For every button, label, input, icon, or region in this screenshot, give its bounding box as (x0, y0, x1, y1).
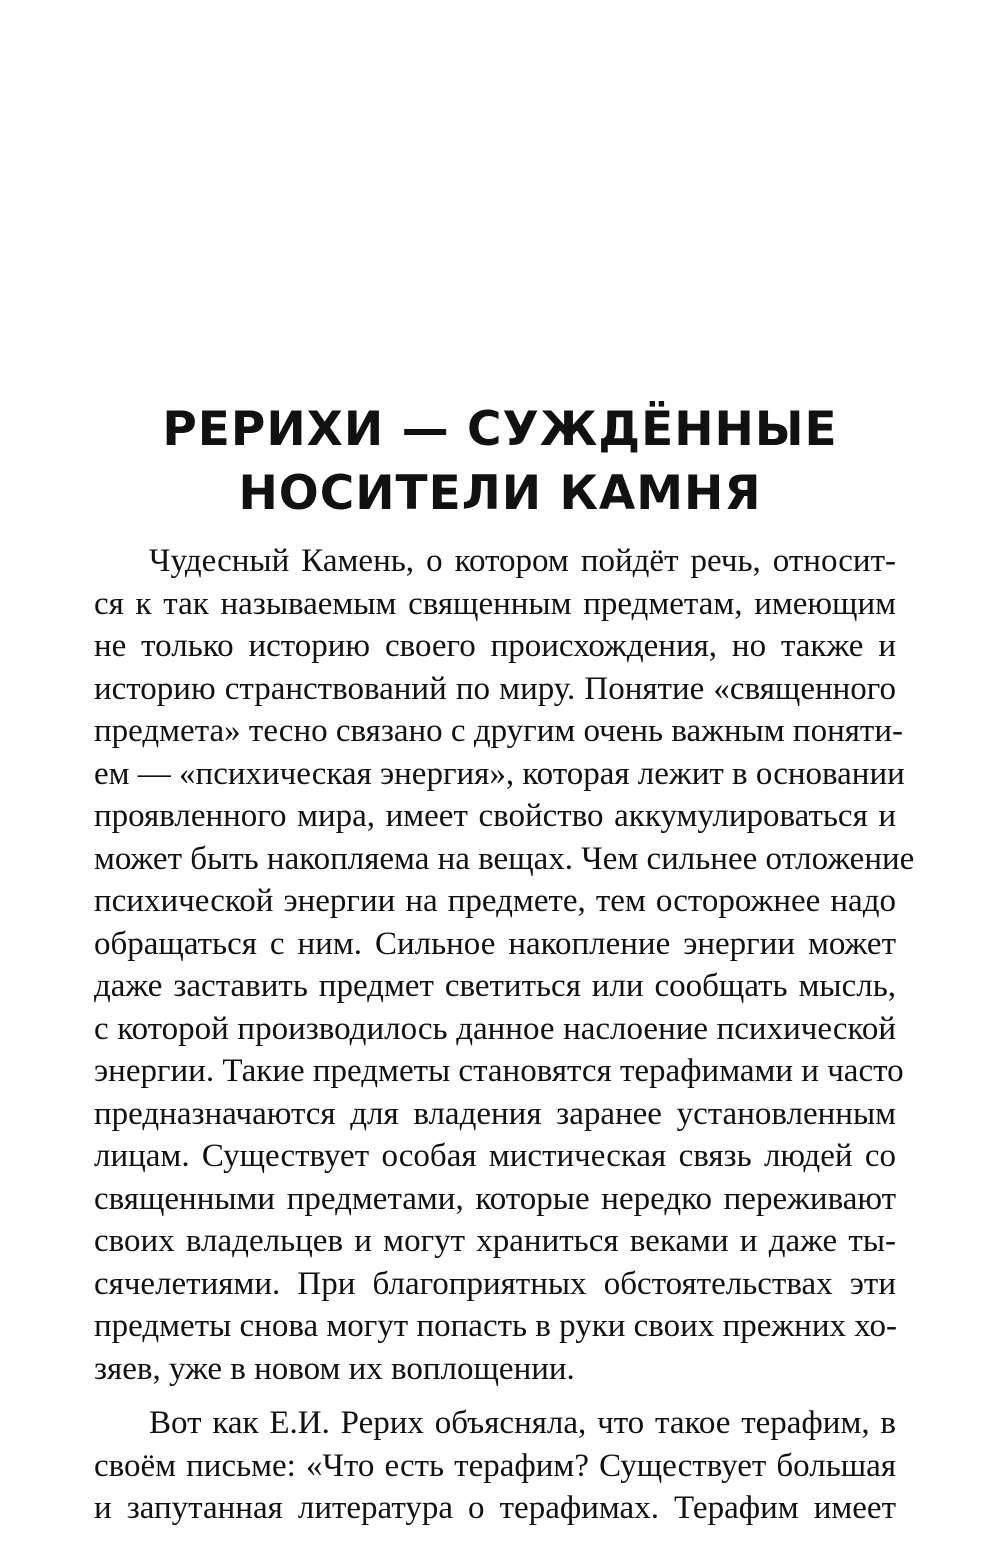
text-line: психической энергии на предмете, тем осторожнее надо (94, 883, 896, 919)
text-line: Вот как Е.И. Рерих объясняла, что такое терафим, в (149, 1405, 896, 1441)
text-line: даже заставить предмет светиться или сообщать мысль, (94, 968, 896, 1004)
text-line: Чудесный Камень, о котором пойдёт речь, относит- (149, 543, 896, 579)
text-line: зяев, уже в новом их воплощении. (94, 1350, 575, 1387)
text-line: своём письме: «Что есть терафим? Существует большая (94, 1447, 896, 1484)
text-line: проявленного мира, имеет свойство аккумулироваться и (94, 798, 896, 834)
body-text (94, 540, 915, 1530)
text-line: ем — «психическая энергия», которая лежит в основании (94, 755, 905, 792)
text-line: священными предметами, которые нередко переживают (94, 1180, 896, 1217)
text-line: ся к так называемым священным предметам, имеющим (94, 585, 896, 622)
chapter-title (100, 398, 900, 526)
text-line: не только историю своего происхождения, но также и (94, 628, 896, 664)
text-line: энергии. Такие предметы становятся терафимами и часто (94, 1053, 904, 1089)
text-line: предназначаются для владения заранее установленным (94, 1095, 896, 1132)
text-line: обращаться с ним. Сильное накопление энергии может (94, 925, 896, 962)
text-line: лицам. Существует особая мистическая связь людей со (94, 1138, 896, 1174)
text-line: своих владельцев и могут храниться веками и даже ты- (94, 1223, 896, 1259)
text-line: предметы снова могут попасть в руки своих прежних хо- (94, 1308, 897, 1344)
paragraph-2 (94, 1402, 896, 1530)
text-line: предмета» тесно связано с другим очень важным поняти- (94, 713, 903, 749)
paragraph-1 (94, 540, 915, 1390)
chapter-title-line: НОСИТЕЛИ КАМНЯ (238, 466, 762, 521)
text-line: с которой производилось данное наслоение психической (94, 1010, 896, 1047)
text-line: историю странствований по миру. Понятие «священного (94, 670, 896, 707)
text-line: сячелетиями. При благоприятных обстоятельствах эти (94, 1265, 896, 1302)
text-line: может быть накопляема на вещах. Чем сильнее отложение (94, 840, 915, 877)
chapter-title-line: РЕРИХИ — СУЖДЁННЫЕ (162, 402, 838, 457)
text-line: и запутанная литература о терафимах. Терафим имеет (94, 1490, 896, 1526)
